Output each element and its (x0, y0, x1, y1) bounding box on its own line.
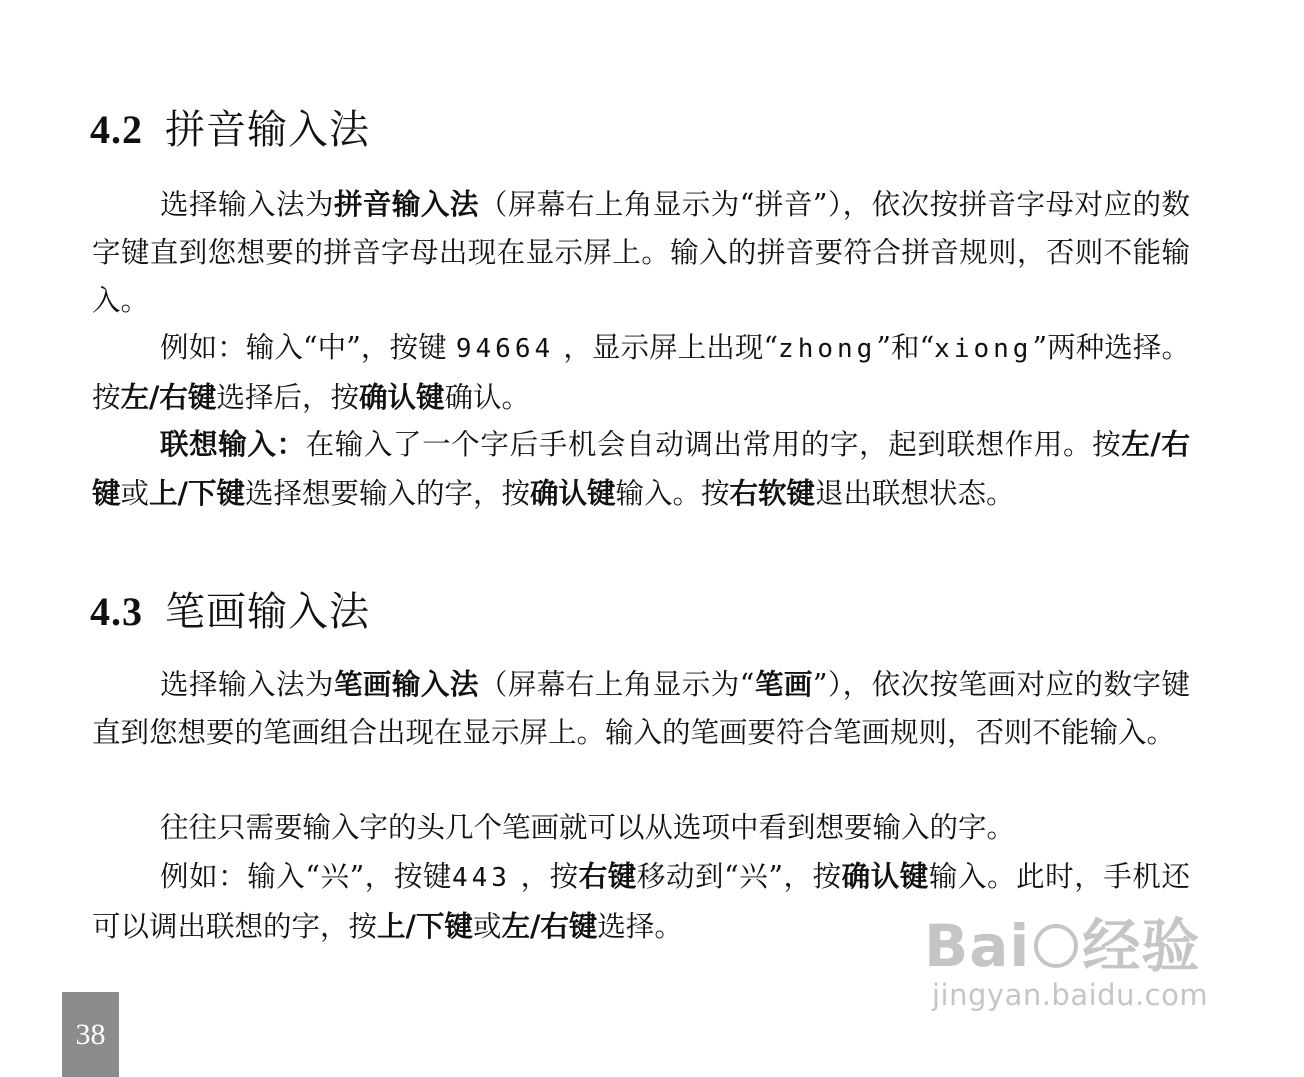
watermark-url: jingyan.baidu.com (932, 978, 1209, 1012)
term-stroke-input: 笔画输入法 (333, 667, 479, 701)
option-zhong: zhong (778, 334, 877, 364)
section-heading-4-3 (90, 588, 370, 636)
option-xiong: xiong (934, 334, 1033, 364)
paragraph-stroke-tip: 往往只需要输入字的头几个笔画就可以从选项中看到想要输入的字。 (160, 811, 1016, 844)
section-title: 笔画输入法 (165, 589, 370, 635)
section-heading-4-2 (90, 106, 370, 154)
paragraph-pinyin-example: 例如：输入“中”，按键 94664 ，显示屏上出现“zhong”和“xiong”两种选择。按左/右键选择后，按确认键确认。 (92, 331, 1191, 414)
key-sequence: 443 (451, 863, 511, 893)
term-pinyin-input: 拼音输入法 (333, 187, 479, 221)
paragraph-pinyin-intro: 选择输入法为拼音输入法（屏幕右上角显示为“拼音”），依次按拼音字母对应的数字键直到您想要的拼音字母出现在显示屏上。输入的拼音要符合拼音规则，否则不能输入。 (92, 187, 1190, 317)
section-number: 4.2 (90, 107, 143, 152)
key-sequence: 94664 (455, 334, 555, 364)
paragraph-associative-input: 联想输入：在输入了一个字后手机会自动调出常用的字，起到联想作用。按左/右键或上/下键选择想要输入的字，按确认键输入。按右软键退出联想状态。 (92, 427, 1190, 510)
term-associative-input: 联想输入： (160, 427, 306, 461)
watermark-logo: Bai 经验 (924, 912, 1201, 980)
paragraph-stroke-example: 例如：输入“兴”，按键443 ，按右键移动到“兴”，按确认键输入。此时，手机还可以调出联想的字，按上/下键或左/右键选择。 (92, 859, 1190, 943)
section-title: 拼音输入法 (165, 107, 370, 153)
section-number: 4.3 (90, 589, 143, 634)
paragraph-stroke-intro: 选择输入法为笔画输入法（屏幕右上角显示为“笔画”），依次按笔画对应的数字键直到您想要的笔画组合出现在显示屏上。输入的笔画要符合笔画规则，否则不能输入。 (92, 667, 1190, 749)
page-number: 38 (62, 992, 119, 1077)
